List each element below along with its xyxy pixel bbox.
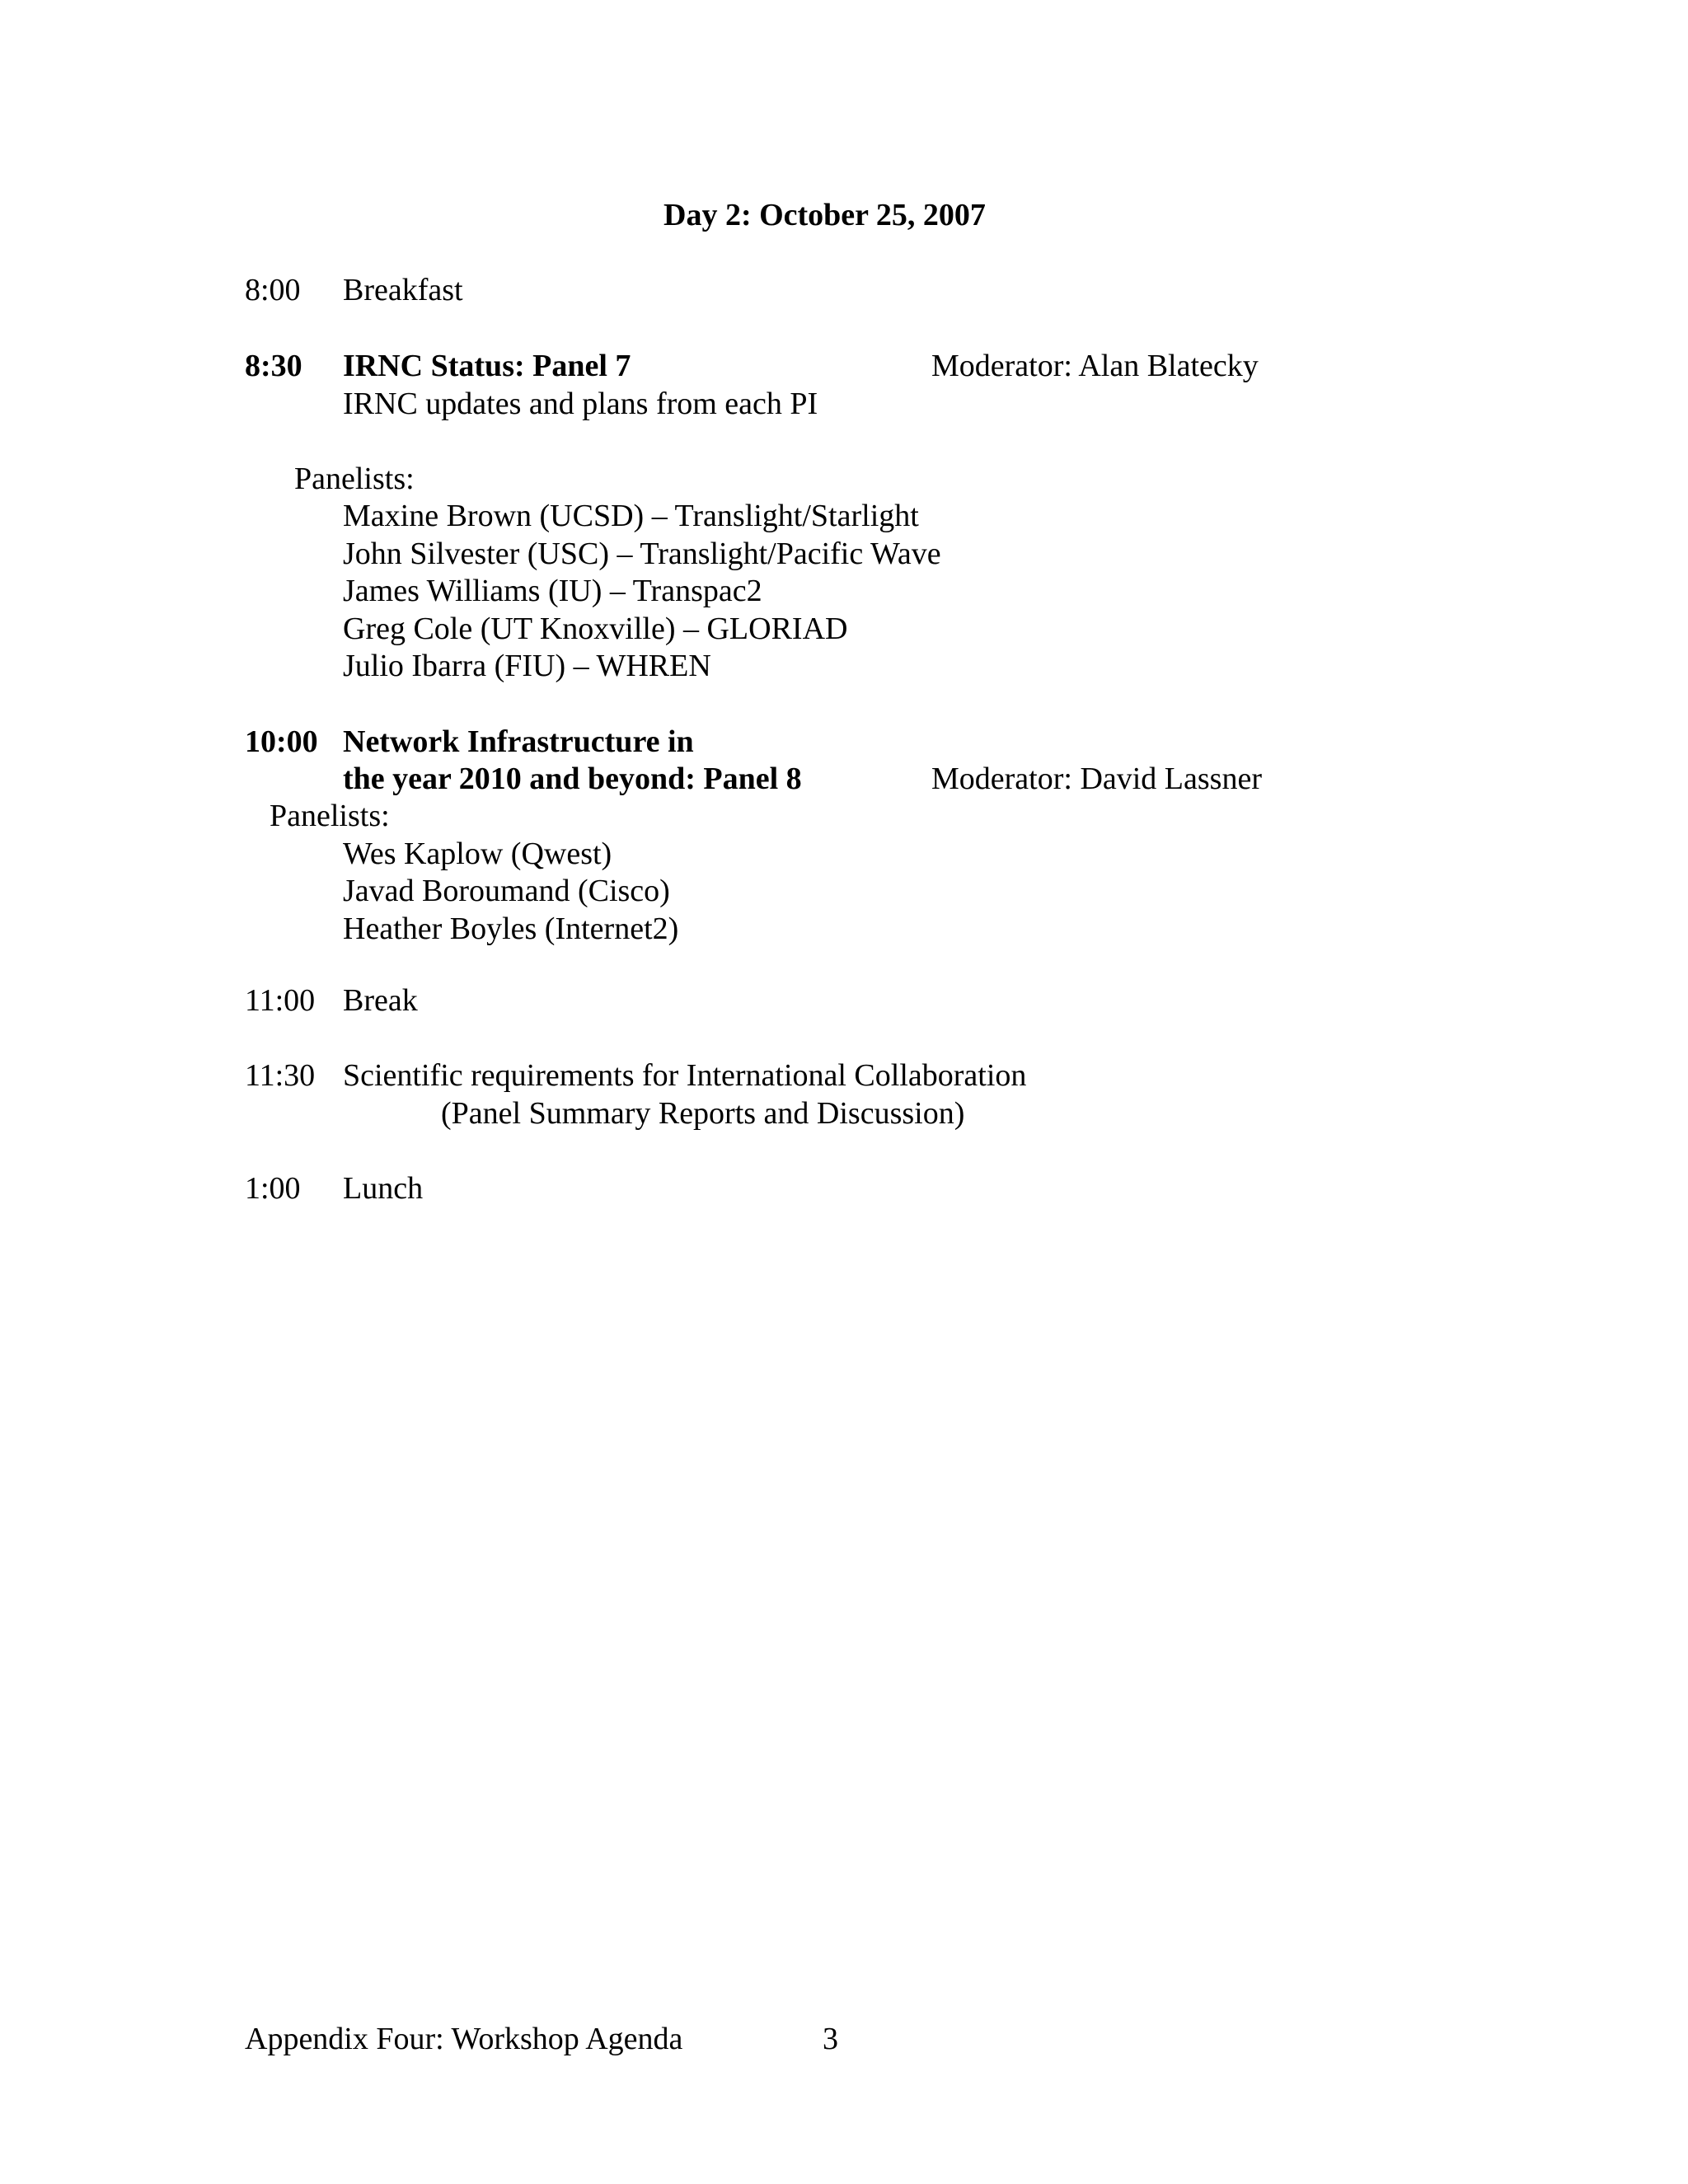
panelists-label: Panelists: <box>270 799 390 833</box>
panelist: Maxine Brown (UCSD) – Translight/Starlight <box>343 499 919 533</box>
agenda-time: 1:00 <box>245 1171 301 1206</box>
agenda-time: 10:00 <box>245 724 318 759</box>
agenda-subtitle: (Panel Summary Reports and Discussion) <box>441 1096 965 1131</box>
panelist: Javad Boroumand (Cisco) <box>343 874 670 908</box>
page-title: Day 2: October 25, 2007 <box>663 198 986 232</box>
agenda-title: Break <box>343 983 418 1018</box>
moderator: Moderator: Alan Blatecky <box>931 349 1259 383</box>
panelist: Heather Boyles (Internet2) <box>343 912 679 946</box>
agenda-title-line-2: the year 2010 and beyond: Panel 8 <box>343 762 802 796</box>
panelist: Wes Kaplow (Qwest) <box>343 837 612 871</box>
page-number: 3 <box>823 2022 838 2056</box>
panelist: John Silvester (USC) – Translight/Pacific Wave <box>343 537 941 571</box>
panelists-label: Panelists: <box>294 462 415 496</box>
agenda-title: Lunch <box>343 1171 424 1206</box>
agenda-time: 11:30 <box>245 1058 316 1093</box>
agenda-title: IRNC Status: Panel 7 <box>343 349 631 383</box>
footer-label: Appendix Four: Workshop Agenda <box>245 2022 683 2056</box>
panelist: Greg Cole (UT Knoxville) – GLORIAD <box>343 612 848 646</box>
agenda-time: 11:00 <box>245 983 316 1018</box>
agenda-description: IRNC updates and plans from each PI <box>343 387 818 421</box>
panelist: James Williams (IU) – Transpac2 <box>343 574 762 608</box>
agenda-title: Breakfast <box>343 273 463 307</box>
agenda-time: 8:30 <box>245 349 302 383</box>
agenda-title-line-1: Network Infrastructure in <box>343 724 694 759</box>
panelist: Julio Ibarra (FIU) – WHREN <box>343 649 711 683</box>
agenda-title: Scientific requirements for International Collaboration <box>343 1058 1027 1093</box>
moderator: Moderator: David Lassner <box>931 762 1262 796</box>
agenda-time: 8:00 <box>245 273 301 307</box>
